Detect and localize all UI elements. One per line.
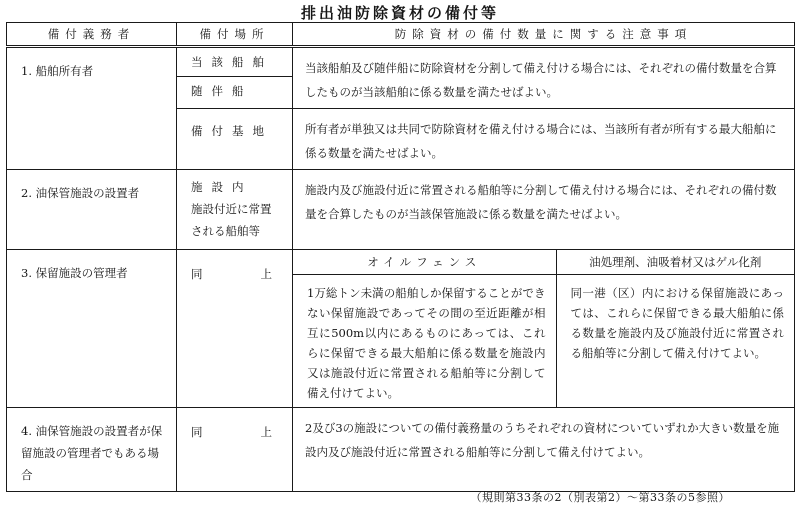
place-cell [177,250,293,408]
duty-cell [7,170,177,250]
duty-text: 2. 油保管施設の設置者 [21,186,140,200]
footnote: （規則第33条の2（別表第2）～第33条の5参照） [470,491,730,504]
sub-header-dispersant: 油処理剤、油吸着材又はゲル化剤 [556,250,794,275]
header-place: 備付場所 [177,23,293,47]
sub-note-oil-fence: 1万総トン未満の船舶しか保留することができない保留施設であってその間の至近距離が相互に500m以内にあるものにあっては、これらに保留できる最大船舶に係る数量を施設内又は施設付近に常置される船舶等に分割して備え付けてよい。 [307,286,546,400]
sub-body-row [293,275,794,408]
place-item: 施設付近に常置 [191,202,272,216]
header-notes: 防除資材の備付数量に関する注意事項 [293,23,795,47]
place-cell [177,408,293,492]
same-as-above [177,408,292,444]
header-duty: 備付義務者 [7,23,177,47]
place-item: 施設内 [191,180,253,194]
page-title: 排出油防除資材の備付等 [300,4,499,22]
table-row [7,47,795,109]
same-a: 同 [191,425,203,439]
duty-text: 1. 船舶所有者 [21,64,94,78]
notes-text: 施設内及び施設付近に常置される船舶等に分割して備え付ける場合には、それぞれの備付数量を合算したものが当該保管施設に係る数量を満たせばよい。 [305,183,777,221]
place-item: 備付基地 [191,124,273,138]
notes-text: 所有者が単独又は共同で防除資材を備え付ける場合には、当該所有者が所有する最大船舶に係る数量を満たせばよい。 [305,122,777,160]
duty-cell [7,47,177,170]
sub-header-oil-fence: オイルフェンス [293,250,556,275]
table-row [7,170,795,250]
notes-text: 当該船舶及び随伴船に防除資材を分割して備え付ける場合には、それぞれの備付数量を合算したものが当該船舶に係る数量を満たせばよい。 [305,61,777,99]
place-item: される船舶等 [191,224,260,238]
duty-text: 4. 油保管施設の設置者が保留施設の管理者でもある場合 [21,424,163,482]
place-cell [177,47,293,109]
place-item: 随伴船 [191,84,253,98]
same-b: 上 [260,425,272,439]
place-item: 当該船舶 [177,48,292,77]
sub-header-row [293,250,794,275]
sub-note-cell [556,275,794,408]
table-row [7,250,795,408]
table-row [7,408,795,492]
duty-cell [7,408,177,492]
same-b: 上 [260,267,272,281]
sub-note-dispersant: 同一港（区）内における保留施設にあっては、これらに保留できる最大船舶に係る数量を施設内及び施設付近に常置される船舶等に分割して備え付けてよい。 [570,286,784,360]
notes-cell [293,109,795,170]
place-lines [177,170,292,246]
header-row [7,23,795,47]
notes-cell [293,250,795,408]
duty-cell [7,250,177,408]
notes-cell [293,47,795,109]
notes-text: 2及び3の施設についての備付義務量のうちそれぞれの資材についていずれか大きい数量を施設内及び施設付近に常置される船舶等に分割して備え付けてよい。 [305,421,780,459]
same-as-above [177,250,292,286]
place-cell [177,170,293,250]
notes-cell [293,170,795,250]
sub-table [293,250,794,407]
notes-cell [293,408,795,492]
duty-text: 3. 保留施設の管理者 [21,266,128,280]
place-cell [177,109,293,170]
oil-equipment-table [6,22,795,492]
same-a: 同 [191,267,203,281]
sub-note-cell [293,275,556,408]
